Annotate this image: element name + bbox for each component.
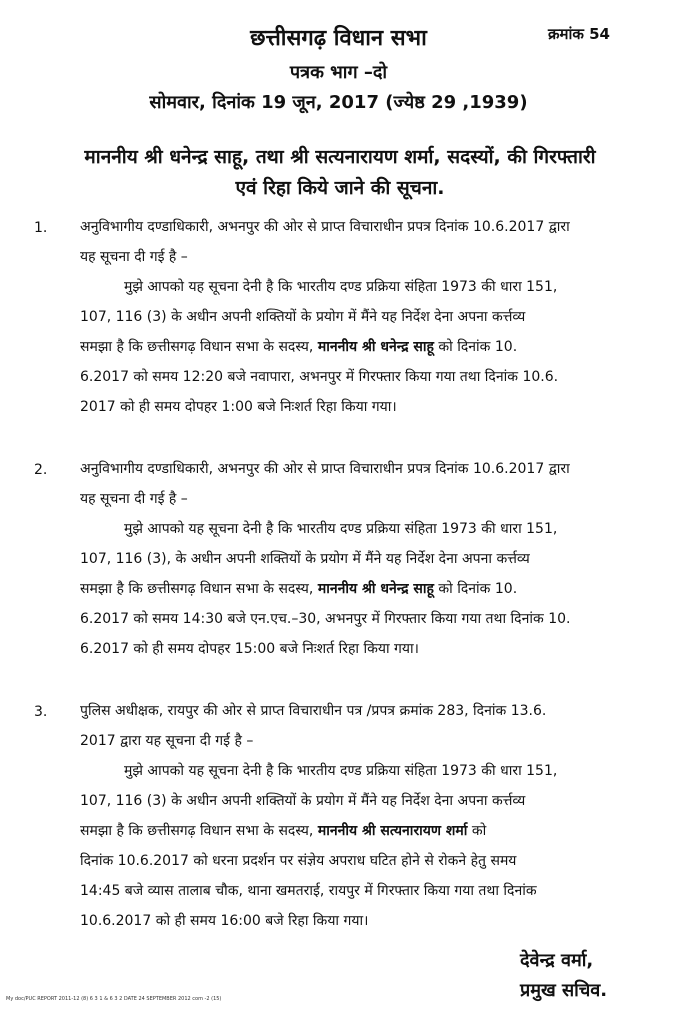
item-number-1: 1. [34, 220, 48, 236]
bulletin-date: सोमवार, दिनांक 19 जून, 2017 (ज्येष्ठ 29 ,1939) [149, 92, 528, 113]
item-2-intro-2: यह सूचना दी गई है – [80, 491, 188, 507]
item-2-body-2: 107, 116 (3), के अधीन अपनी शक्तियों के प्रयोग में मैंने यह निर्देश देना अपना कर्त्तव्य [80, 551, 530, 567]
item-number-3: 3. [34, 704, 48, 720]
member-name: माननीय श्री धनेन्द्र साहू [317, 581, 434, 597]
signature-block [520, 946, 607, 1006]
item-1-body-4: 6.2017 को समय 12:20 बजे नवापारा, अभनपुर में गिरफ्तार किया गया तथा दिनांक 10.6. [80, 369, 559, 385]
item-3-intro-1: पुलिस अधीक्षक, रायपुर की ओर से प्राप्त विचाराधीन पत्र /प्रपत्र क्रमांक 283, दिनांक 13.6. [80, 703, 547, 719]
member-name: माननीय श्री सत्यनारायण शर्मा [317, 823, 468, 839]
item-1-body-3: समझा है कि छत्तीसगढ़ विधान सभा के सदस्य, माननीय श्री धनेन्द्र साहू को दिनांक 10. [80, 339, 518, 355]
item-3-body-1: मुझे आपको यह सूचना देनी है कि भारतीय दण्ड प्रक्रिया संहिता 1973 की धारा 151, [124, 763, 558, 779]
item-3-body-2: 107, 116 (3) के अधीन अपनी शक्तियों के प्रयोग में मैंने यह निर्देश देना अपना कर्त्तव्य [80, 793, 526, 809]
item-3-intro-2: 2017 द्वारा यह सूचना दी गई है – [80, 733, 254, 749]
bulletin-part: पत्रक भाग –दो [289, 62, 388, 83]
item-1-body-1: मुझे आपको यह सूचना देनी है कि भारतीय दण्ड प्रक्रिया संहिता 1973 की धारा 151, [124, 279, 558, 295]
item-3-body-5: 14:45 बजे व्यास तालाब चौक, थाना खमतराई, रायपुर में गिरफ्तार किया गया तथा दिनांक [80, 883, 537, 899]
signatory-name: देवेन्द्र वर्मा, [520, 950, 594, 971]
item-3-body-4: दिनांक 10.6.2017 को धरना प्रदर्शन पर संज्ञेय अपराध घटित होने से रोकने हेतु समय [80, 853, 517, 869]
item-3-body-3: समझा है कि छत्तीसगढ़ विधान सभा के सदस्य, माननीय श्री सत्यनारायण शर्मा को [80, 823, 487, 839]
member-name: माननीय श्री धनेन्द्र साहू [317, 339, 434, 355]
item-1-body-5: 2017 को ही समय दोपहर 1:00 बजे निःशर्त रिहा किया गया। [80, 399, 397, 415]
item-3-body-6: 10.6.2017 को ही समय 16:00 बजे रिहा किया गया। [80, 913, 369, 929]
item-2-body-5: 6.2017 को ही समय दोपहर 15:00 बजे निःशर्त रिहा किया गया। [80, 641, 419, 657]
serial-number: क्रमांक 54 [548, 25, 610, 43]
item-2-text [80, 454, 652, 664]
item-1-intro-1: अनुविभागीय दण्डाधिकारी, अभनपुर की ओर से प्राप्त विचाराधीन प्रपत्र दिनांक 10.6.2017 द्वारा [80, 219, 570, 235]
item-1-body-2: 107, 116 (3) के अधीन अपनी शक्तियों के प्रयोग में मैंने यह निर्देश देना अपना कर्त्तव्य [80, 309, 526, 325]
subject-line-2: एवं रिहा किये जाने की सूचना. [235, 177, 445, 199]
file-reference-footnote: My doc/PUC REPORT 2011-12 (8) 6 3 1 & 6 3 2 DATE 24 SEPTEMBER 2012 com -2 (15) [6, 996, 222, 1002]
item-number-2: 2. [34, 462, 48, 478]
item-2-body-1: मुझे आपको यह सूचना देनी है कि भारतीय दण्ड प्रक्रिया संहिता 1973 की धारा 151, [124, 521, 558, 537]
item-2-body-3: समझा है कि छत्तीसगढ़ विधान सभा के सदस्य, माननीय श्री धनेन्द्र साहू को दिनांक 10. [80, 581, 518, 597]
item-1-intro-2: यह सूचना दी गई है – [80, 249, 188, 265]
item-2-intro-1: अनुविभागीय दण्डाधिकारी, अभनपुर की ओर से प्राप्त विचाराधीन प्रपत्र दिनांक 10.6.2017 द्वारा [80, 461, 570, 477]
item-1-text [80, 212, 652, 422]
signatory-designation: प्रमुख सचिव. [520, 980, 608, 1001]
subject-line-1: माननीय श्री धनेन्द्र साहू, तथा श्री सत्यनारायण शर्मा, सदस्यों, की गिरफ्तारी [84, 146, 596, 168]
subject-heading [20, 142, 660, 204]
item-3-text [80, 696, 652, 936]
item-2-body-4: 6.2017 को समय 14:30 बजे एन.एच.–30, अभनपुर में गिरफ्तार किया गया तथा दिनांक 10. [80, 611, 571, 627]
assembly-title: छत्तीसगढ़ विधान सभा [250, 26, 427, 51]
